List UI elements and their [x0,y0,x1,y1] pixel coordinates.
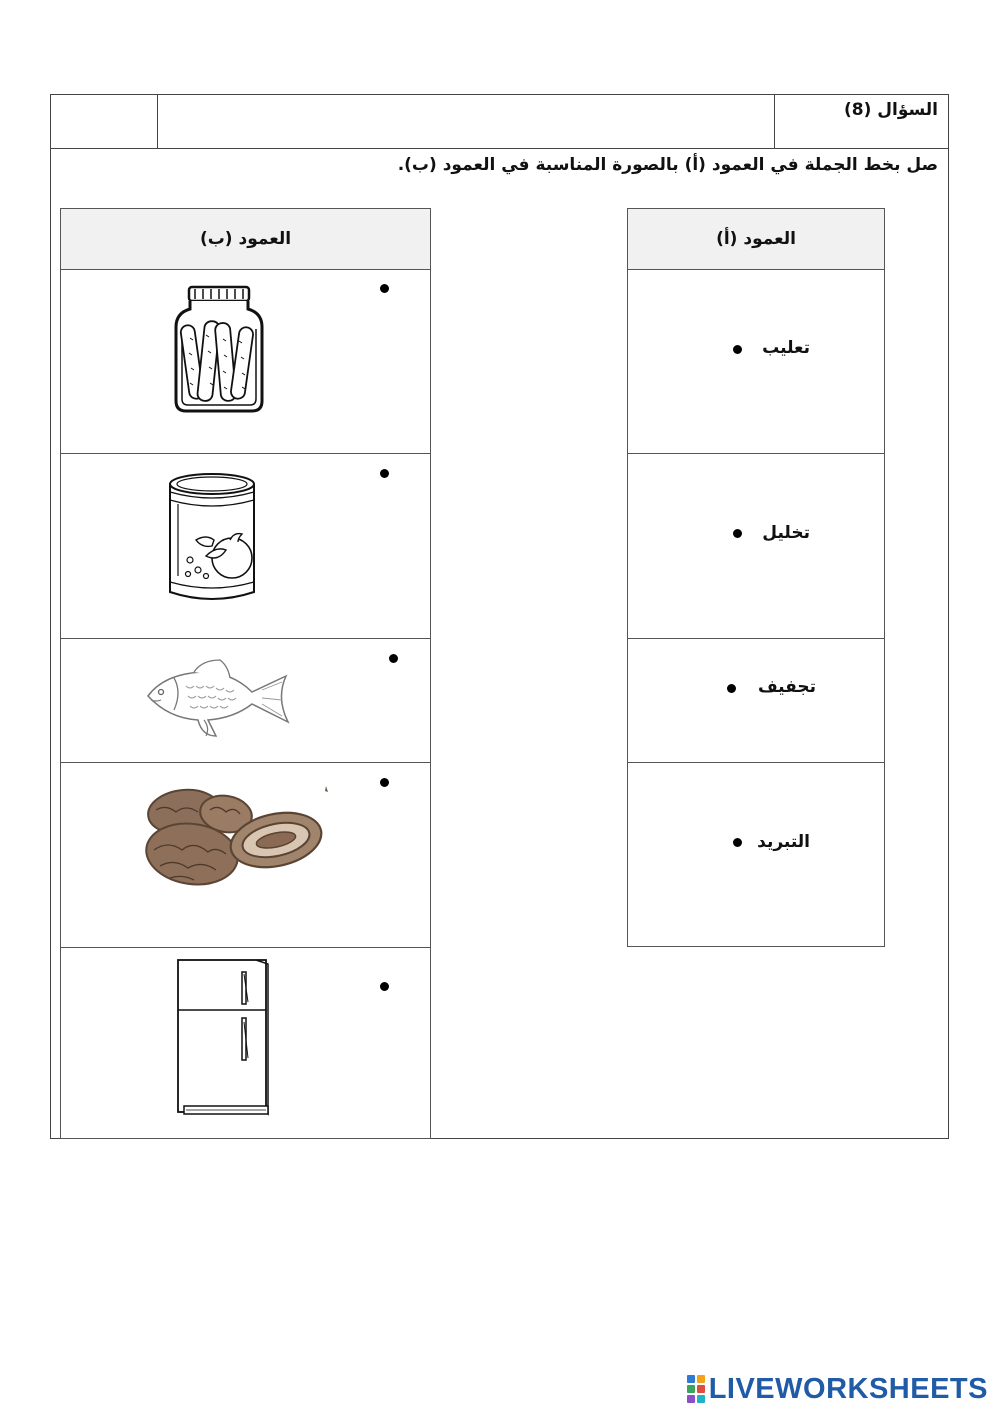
logo-text: LIVEWORKSHEETS [708,1372,988,1405]
match-dot-b-4[interactable] [380,778,389,787]
header-cell-divider-left [157,94,158,149]
column-a-row-divider [627,638,885,639]
tin-can-icon [166,470,260,606]
match-dot-b-1[interactable] [380,284,389,293]
column-a-row-divider [627,453,885,454]
match-dot-b-2[interactable] [380,469,389,478]
liveworksheets-logo [687,1372,988,1406]
instruction-text: صل بخط الجملة في العمود (أ) بالصورة المناسبة في العمود (ب). [397,155,938,175]
match-dot-a-4[interactable] [733,838,742,847]
dates-icon [140,782,336,894]
match-dot-a-1[interactable] [733,345,742,354]
column-b-row-divider [60,762,431,763]
pickle-jar-icon [168,283,270,415]
column-b-header: العمود (ب) [61,209,430,270]
logo-square [697,1385,705,1393]
match-dot-a-3[interactable] [727,684,736,693]
column-a-item: تعليب [762,338,810,358]
column-a-item: التبريد [757,832,810,852]
logo-square [687,1375,695,1383]
logo-grid-icon [687,1375,705,1403]
column-a-item: تجفيف [757,677,816,697]
logo-square [687,1395,695,1403]
column-a-item: تخليل [762,523,810,543]
logo-square [697,1395,705,1403]
refrigerator-icon [168,954,274,1120]
column-a-header: العمود (أ) [628,209,884,270]
column-a [627,208,885,947]
header-divider [50,148,949,149]
column-b-row-divider [60,947,431,948]
question-title: السؤال (8) [843,100,938,120]
match-dot-b-5[interactable] [380,982,389,991]
column-b-row-divider [60,638,431,639]
logo-square [687,1385,695,1393]
column-b-row-divider [60,453,431,454]
match-dot-b-3[interactable] [389,654,398,663]
header-cell-divider-right [774,94,775,149]
logo-square [697,1375,705,1383]
fish-icon [144,656,292,740]
column-a-row-divider [627,762,885,763]
match-dot-a-2[interactable] [733,529,742,538]
